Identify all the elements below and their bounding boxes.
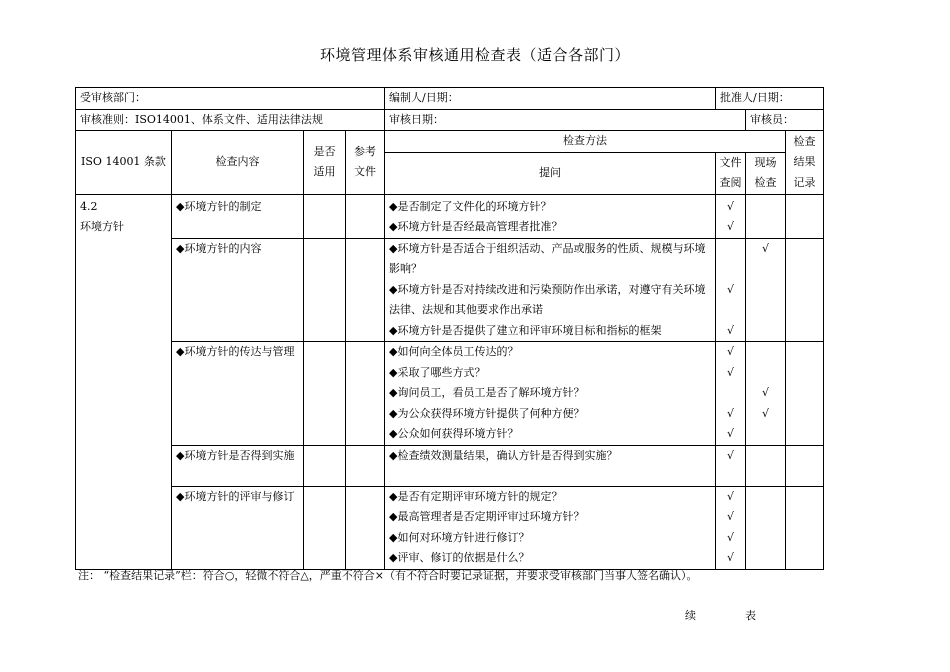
check-mark: √ [726, 489, 734, 503]
question-text: ◆环境方针是否适合于组织活动、产品或服务的性质、规模与环境影响？ [389, 241, 706, 275]
result-header-line: 结果 [793, 155, 816, 168]
reference-header-line: 文件 [354, 165, 376, 179]
header-row-2 [76, 109, 824, 131]
question-text: ◆询问员工，看员工是否了解环境方针？ [389, 386, 585, 399]
check-mark: √ [726, 220, 734, 233]
applicable-cell[interactable] [304, 342, 346, 446]
doc-review-cell [716, 238, 746, 342]
column-header-row-1 [76, 131, 824, 153]
result-cell[interactable] [786, 486, 824, 569]
clause-name: 环境方针 [80, 220, 124, 233]
check-mark: √ [726, 510, 734, 523]
check-mark: √ [726, 551, 734, 564]
doc-review-column-header [716, 152, 746, 194]
method-column-header: 检查方法 [385, 131, 786, 153]
check-mark: √ [761, 406, 769, 420]
auditor-label: 审核员： [746, 109, 824, 131]
question-text: ◆公众如何获得环境方针？ [389, 427, 519, 440]
audit-date-label: 审核日期： [385, 109, 746, 131]
doc-review-header-line: 文件 [719, 155, 742, 169]
question-text: ◆最高管理者是否定期评审过环境方针？ [389, 510, 585, 523]
doc-review-cell [716, 194, 746, 238]
result-cell[interactable] [786, 445, 824, 486]
continued-char: 表 [745, 609, 756, 622]
check-mark: √ [761, 241, 769, 255]
doc-review-cell [716, 445, 746, 486]
check-mark: √ [726, 448, 734, 462]
doc-review-cell [716, 486, 746, 569]
reference-cell[interactable] [346, 486, 385, 569]
question-text: ◆评审、修订的依据是什么？ [389, 551, 530, 564]
applicable-header-line: 是否 [313, 144, 336, 158]
clause-number: 4.2 [80, 199, 98, 213]
check-mark: √ [726, 406, 734, 420]
reference-header-line: 参考 [354, 144, 376, 158]
check-mark [746, 197, 785, 218]
audited-dept-label: 受审核部门： [76, 88, 385, 110]
site-check-cell [746, 486, 786, 569]
check-content-cell: ◆环境方针的传达与管理 [172, 342, 304, 446]
question-text: ◆为公众获得环境方针提供了何种方便？ [389, 406, 585, 420]
applicable-cell[interactable] [304, 194, 346, 238]
result-column-header [786, 131, 824, 195]
question-cell [385, 194, 716, 238]
question-text: ◆是否制定了文件化的环境方针？ [389, 199, 552, 213]
header-row-1 [76, 88, 824, 110]
check-content-cell: ◆环境方针的内容 [172, 238, 304, 342]
result-cell[interactable] [786, 194, 824, 238]
applicable-cell[interactable] [304, 238, 346, 342]
site-check-cell [746, 238, 786, 342]
question-cell [385, 486, 716, 569]
result-header-line: 检查 [793, 134, 816, 148]
check-mark: √ [726, 323, 734, 337]
check-mark: √ [726, 530, 734, 544]
table-row [76, 445, 824, 486]
editor-label-text: 编制人/日期： [389, 91, 459, 104]
result-cell[interactable] [786, 342, 824, 446]
check-mark [716, 239, 745, 260]
site-check-header-line: 现场 [754, 155, 777, 169]
result-header-line: 记录 [793, 175, 816, 189]
check-mark: √ [761, 386, 769, 399]
reference-cell[interactable] [346, 238, 385, 342]
check-mark: √ [726, 282, 734, 296]
site-check-cell [746, 194, 786, 238]
question-text: ◆采取了哪些方式？ [389, 365, 486, 379]
question-cell [385, 238, 716, 342]
editor-date-label [385, 88, 716, 110]
applicable-column-header [304, 131, 346, 195]
site-check-cell [746, 342, 786, 446]
site-check-header-line: 检查 [754, 176, 777, 189]
doc-review-header-line: 查阅 [719, 176, 742, 189]
reference-cell[interactable] [346, 445, 385, 486]
continued-char: 续 [685, 609, 696, 622]
table-row [76, 486, 824, 569]
applicable-header-line: 适用 [313, 165, 336, 179]
question-column-header: 提问 [385, 152, 716, 194]
question-text: ◆检查绩效测量结果，确认方针是否得到实施？ [389, 448, 618, 462]
content-column-header: 检查内容 [172, 131, 304, 195]
check-mark: √ [726, 199, 734, 213]
question-text: ◆是否有定期评审环境方针的规定？ [389, 489, 563, 503]
continued-label [685, 607, 756, 623]
doc-review-cell [716, 342, 746, 446]
question-text: ◆环境方针是否经最高管理者批准？ [389, 220, 563, 233]
check-content-cell: ◆环境方针是否得到实施 [172, 445, 304, 486]
footnote: 注： “检查结果记录”栏：符合○，轻微不符合△，严重不符合×（有不符合时要记录证据，并要求受审核部门当事人签名确认）。 [78, 569, 698, 582]
check-mark: √ [726, 345, 734, 358]
question-text: ◆环境方针是否提供了建立和评审环境目标和指标的框架 [389, 323, 662, 337]
question-cell [385, 342, 716, 446]
table-row [76, 238, 824, 342]
audit-criteria-label: 审核准则：ISO14001、体系文件、适用法律法规 [76, 109, 385, 131]
site-check-cell [746, 445, 786, 486]
check-content-cell: ◆环境方针的制定 [172, 194, 304, 238]
document-title: 环境管理体系审核通用检查表（适合各部门） [319, 46, 630, 64]
check-mark: √ [726, 427, 734, 440]
applicable-cell[interactable] [304, 486, 346, 569]
check-mark: √ [726, 365, 734, 379]
question-text: ◆环境方针是否对持续改进和污染预防作出承诺，对遵守有关环境法律、法规和其他要求作出承诺 [389, 282, 706, 316]
checklist-table [75, 87, 824, 570]
clause-column-header: ISO 14001 条款 [76, 131, 172, 195]
result-cell[interactable] [786, 238, 824, 342]
table-row [76, 194, 824, 238]
reference-column-header [346, 131, 385, 195]
reference-cell[interactable] [346, 342, 385, 446]
check-mark [746, 217, 785, 238]
question-cell [385, 445, 716, 486]
reference-cell[interactable] [346, 194, 385, 238]
check-content-cell: ◆环境方针的评审与修订 [172, 486, 304, 569]
question-text: ◆如何向全体员工传达的？ [389, 345, 519, 358]
site-check-column-header [746, 152, 786, 194]
approver-date-label: 批准人/日期： [716, 88, 824, 110]
table-row [76, 342, 824, 446]
clause-cell [76, 194, 172, 569]
question-text: ◆如何对环境方针进行修订？ [389, 530, 530, 544]
applicable-cell[interactable] [304, 445, 346, 486]
